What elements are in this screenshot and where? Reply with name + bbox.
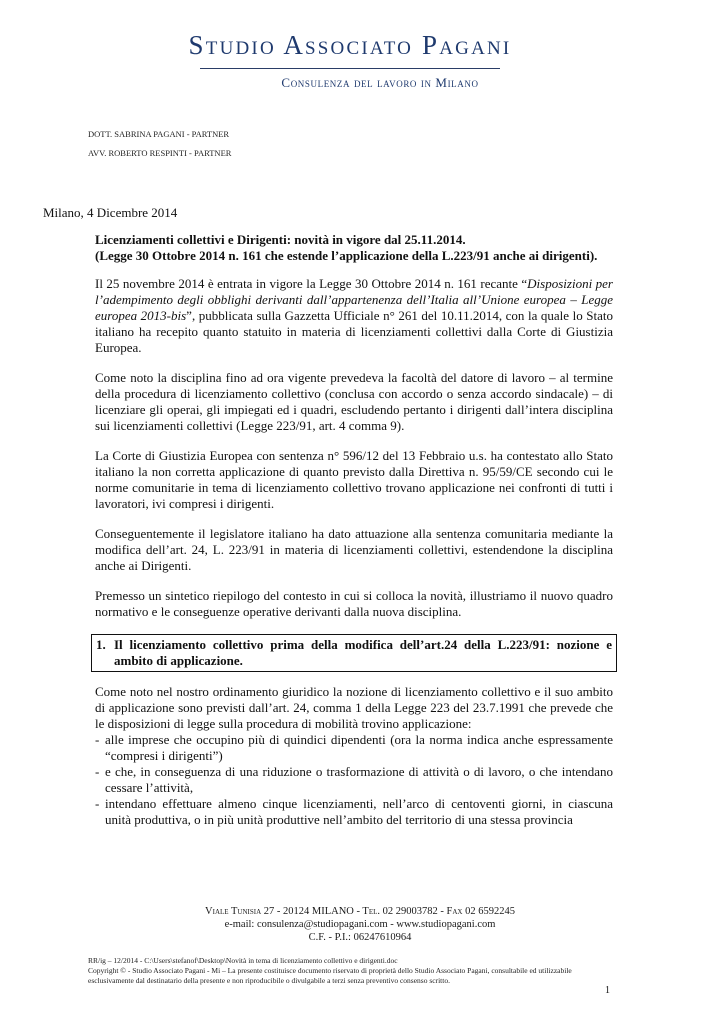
paragraph-1 [95, 276, 613, 356]
letterhead-divider [200, 68, 500, 69]
footer-vat-line: C.F. - P.I.: 06247610964 [308, 932, 412, 943]
subject-heading [95, 232, 613, 264]
list-item-text: alle imprese che occupino più di quindici dipendenti (ora la norma indica anche espressamente “compresi i dirigenti”) [105, 732, 613, 763]
letterhead [180, 28, 520, 92]
section-title: Il licenziamento collettivo prima della modifica dell’art.24 della L.223/91: nozione e ambito di applicazione. [114, 637, 612, 668]
paragraph-1-start: Il 25 novembre 2014 è entrata in vigore la Legge 30 Ottobre 2014 n. 161 recante “ [95, 276, 528, 291]
list-item: - intendano effettuare almeno cinque licenziamenti, nell’arco di centoventi giorni, in ciascuna unità produttiva, o in più unità produttive nell’ambito del territorio di una stessa provincia [95, 796, 613, 827]
copyright-notice: Copyright © - Studio Associato Pagani - Mi – La presente costituisce documento riservato di proprietà dello Studio Associato Pagani, consultabile ed utilizzabile esclusivamente dal destinatario della presente e non riproducibile o divulgabile a terzi senza preventivo consenso scritto. [88, 966, 572, 985]
letter-date: Milano, 4 Dicembre 2014 [43, 205, 178, 220]
footer-contacts [140, 905, 580, 944]
paragraph-5: Premesso un sintetico riepilogo del contesto in cui si colloca la novità, illustriamo il nuovo quadro normativo e le conseguenze operative derivanti dalla nuova disciplina. [95, 588, 613, 619]
partners-list [88, 125, 231, 163]
subject-line-1: Licenziamenti collettivi e Dirigenti: novità in vigore dal 25.11.2014. [95, 232, 466, 247]
section-1-intro: Come noto nel nostro ordinamento giuridico la nozione di licenziamento collettivo e il suo ambito di applicazione sono previsti dall’art. 24, comma 1 della Legge 223 del 23.7.1991 che prevede che le disposizioni di legge sulla procedura di mobilità trovino applicazione: [95, 684, 613, 731]
list-item-text: e che, in conseguenza di una riduzione o trasformazione di attività o di lavoro, o che intendano cessare l’attività, [105, 764, 613, 795]
document-path: RR/ig – 12/2014 - C:\Users\stefanof\Desktop\Novità in tema di licenziamento collettivo e dirigenti.doc [88, 956, 398, 965]
footer-notice [88, 956, 618, 986]
list-item: - e che, in conseguenza di una riduzione o trasformazione di attività o di lavoro, o che intendano cessare l’attività, [95, 764, 613, 795]
subject-line-2: (Legge 30 Ottobre 2014 n. 161 che estende l’applicazione della L.223/91 anche ai dirigenti). [95, 248, 598, 263]
list-item-text: intendano effettuare almeno cinque licenziamenti, nell’arco di centoventi giorni, in ciascuna unità produttiva, o in più unità produttive nell’ambito del territorio di una stessa provincia [105, 796, 613, 827]
paragraph-1-end: ”, pubblicata sulla Gazzetta Ufficiale n° 261 del 10.11.2014, con la quale lo Stato italiano ha recepito quanto statuito in materia di licenziamenti collettivi dalla Corte di Giustizia Europea. [95, 308, 613, 355]
firm-subtitle: Consulenza del lavoro in Milano [281, 75, 479, 90]
section-number: 1. [96, 637, 106, 652]
paragraph-3: La Corte di Giustizia Europea con sentenza n° 596/12 del 13 Febbraio u.s. ha contestato allo Stato italiano la non corretta applicazione di quanto previsto dalla Direttiva n. 95/59/CE secondo cui le norme comunitarie in tema di licenziamento collettivo trovano applicazione nei confronti di tutti i lavoratori, ivi compresi i dirigenti. [95, 448, 613, 511]
page-number: 1 [605, 985, 610, 996]
footer-email-line: e-mail: consulenza@studiopagani.com - www.studiopagani.com [224, 919, 496, 930]
paragraph-4: Conseguentemente il legislatore italiano ha dato attuazione alla sentenza comunitaria mediante la modifica dell’art. 24, L. 223/91 in materia di licenziamenti collettivi, estendendone la disciplina anche ai Dirigenti. [95, 526, 613, 573]
partner-name: AVV. ROBERTO RESPINTI - PARTNER [88, 148, 232, 158]
law-title-italic: Disposizioni per l’adempimento degli obblighi derivanti dall’appartenenza dell’Italia all’Unione europea – Legge europea 2013-bis [95, 276, 613, 323]
footer-address-line: Viale Tunisia 27 - 20124 MILANO - Tel. 02 29003782 - Fax 02 6592245 [205, 906, 515, 917]
letter-body [95, 232, 613, 828]
section-1-heading [91, 634, 617, 672]
partner-name: DOTT. SABRINA PAGANI - PARTNER [88, 129, 230, 139]
list-item: - alle imprese che occupino più di quindici dipendenti (ora la norma indica anche espressamente “compresi i dirigenti”) [95, 732, 613, 763]
firm-name: Studio Associato Pagani [188, 30, 512, 60]
paragraph-2: Come noto la disciplina fino ad ora vigente prevedeva la facoltà del datore di lavoro – al termine della procedura di licenziamento collettivo (conclusa con accordo o senza accordo sindacale) – di licenziare gli operai, gli impiegati ed i quadri, escludendo pertanto i dirigenti dall’intera disciplina sui licenziamenti collettivi (Legge 223/91, art. 4 comma 9). [95, 370, 613, 433]
conditions-list [95, 732, 613, 828]
